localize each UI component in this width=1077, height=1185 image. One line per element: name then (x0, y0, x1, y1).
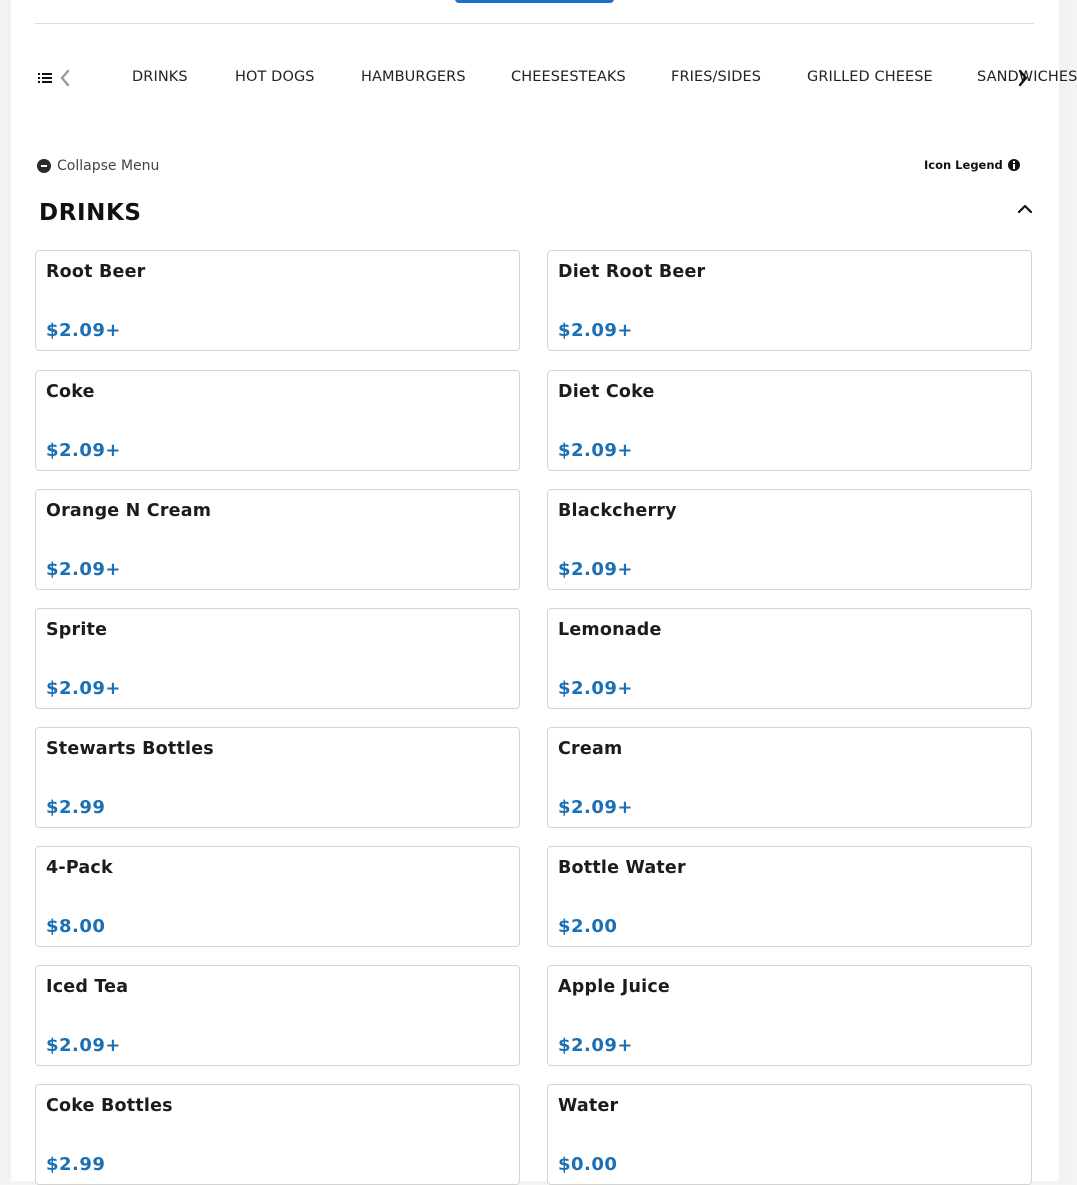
menu-item-card[interactable] (35, 370, 520, 471)
divider (35, 23, 1034, 24)
category-tabs (95, 58, 1077, 98)
chevron-up-icon[interactable] (1016, 201, 1034, 215)
info-icon (1008, 159, 1020, 171)
item-price: $2.09+ (558, 559, 634, 580)
item-name: Bottle Water (558, 858, 686, 878)
section-title: DRINKS (39, 200, 142, 226)
item-price: $2.09+ (46, 320, 122, 341)
menu-item-card[interactable] (35, 608, 520, 709)
item-price: $2.09+ (46, 559, 122, 580)
menu-item-card[interactable] (35, 1084, 520, 1185)
tab-hot-dogs[interactable]: HOT DOGS (235, 69, 315, 85)
page-gutter-left (0, 0, 11, 1181)
item-price: $2.09+ (558, 320, 634, 341)
collapse-menu-button[interactable] (37, 157, 159, 175)
item-price: $2.09+ (558, 678, 634, 699)
menu-item-card[interactable] (35, 965, 520, 1066)
item-price: $2.99 (46, 797, 106, 818)
item-price: $2.99 (46, 1154, 106, 1175)
item-price: $2.00 (558, 916, 618, 937)
item-name: Diet Coke (558, 382, 655, 402)
menu-item-card[interactable] (547, 846, 1032, 947)
item-name: Blackcherry (558, 501, 677, 521)
item-name: Sprite (46, 620, 108, 640)
item-price: $2.09+ (558, 1035, 634, 1056)
menu-item-card[interactable] (547, 370, 1032, 471)
item-name: Orange N Cream (46, 501, 212, 521)
tab-grilled-cheese[interactable]: GRILLED CHEESE (807, 69, 933, 85)
menu-item-card[interactable] (547, 965, 1032, 1066)
icon-legend-label: Icon Legend (924, 158, 1003, 172)
item-name: Water (558, 1096, 619, 1116)
item-name: Coke Bottles (46, 1096, 173, 1116)
item-name: Apple Juice (558, 977, 670, 997)
item-name: 4-Pack (46, 858, 113, 878)
item-name: Stewarts Bottles (46, 739, 214, 759)
item-price: $2.09+ (46, 1035, 122, 1056)
menu-item-card[interactable] (547, 727, 1032, 828)
tab-cheesesteaks[interactable]: CHEESESTEAKS (511, 69, 626, 85)
item-name: Root Beer (46, 262, 146, 282)
item-price: $0.00 (558, 1154, 618, 1175)
menu-item-card[interactable] (547, 489, 1032, 590)
order-button[interactable] (455, 0, 614, 3)
menu-item-card[interactable] (35, 846, 520, 947)
menu-item-card[interactable] (547, 1084, 1032, 1185)
chevron-left-icon[interactable] (57, 68, 73, 88)
item-price: $2.09+ (46, 440, 122, 461)
item-name: Coke (46, 382, 95, 402)
item-name: Diet Root Beer (558, 262, 706, 282)
item-price: $2.09+ (558, 797, 634, 818)
item-price: $2.09+ (46, 678, 122, 699)
item-name: Lemonade (558, 620, 662, 640)
collapse-menu-label: Collapse Menu (57, 158, 160, 174)
chevron-right-icon[interactable] (1015, 68, 1031, 88)
menu-item-card[interactable] (35, 727, 520, 828)
menu-item-card[interactable] (35, 250, 520, 351)
tab-drinks[interactable]: DRINKS (132, 69, 188, 85)
minus-circle-icon (37, 159, 51, 173)
item-name: Cream (558, 739, 623, 759)
menu-item-card[interactable] (547, 608, 1032, 709)
tab-hamburgers[interactable]: HAMBURGERS (361, 69, 466, 85)
category-nav (35, 58, 1077, 98)
menu-item-card[interactable] (35, 489, 520, 590)
item-name: Iced Tea (46, 977, 129, 997)
page-gutter-right (1059, 0, 1070, 1181)
item-price: $2.09+ (558, 440, 634, 461)
menu-item-card[interactable] (547, 250, 1032, 351)
icon-legend-button[interactable] (924, 157, 1020, 173)
tab-sandwiches[interactable]: SANDWICHES (977, 69, 1077, 85)
list-icon[interactable] (37, 70, 53, 86)
tab-fries-sides[interactable]: FRIES/SIDES (671, 69, 762, 85)
item-price: $8.00 (46, 916, 106, 937)
menu-page (11, 0, 1077, 1181)
